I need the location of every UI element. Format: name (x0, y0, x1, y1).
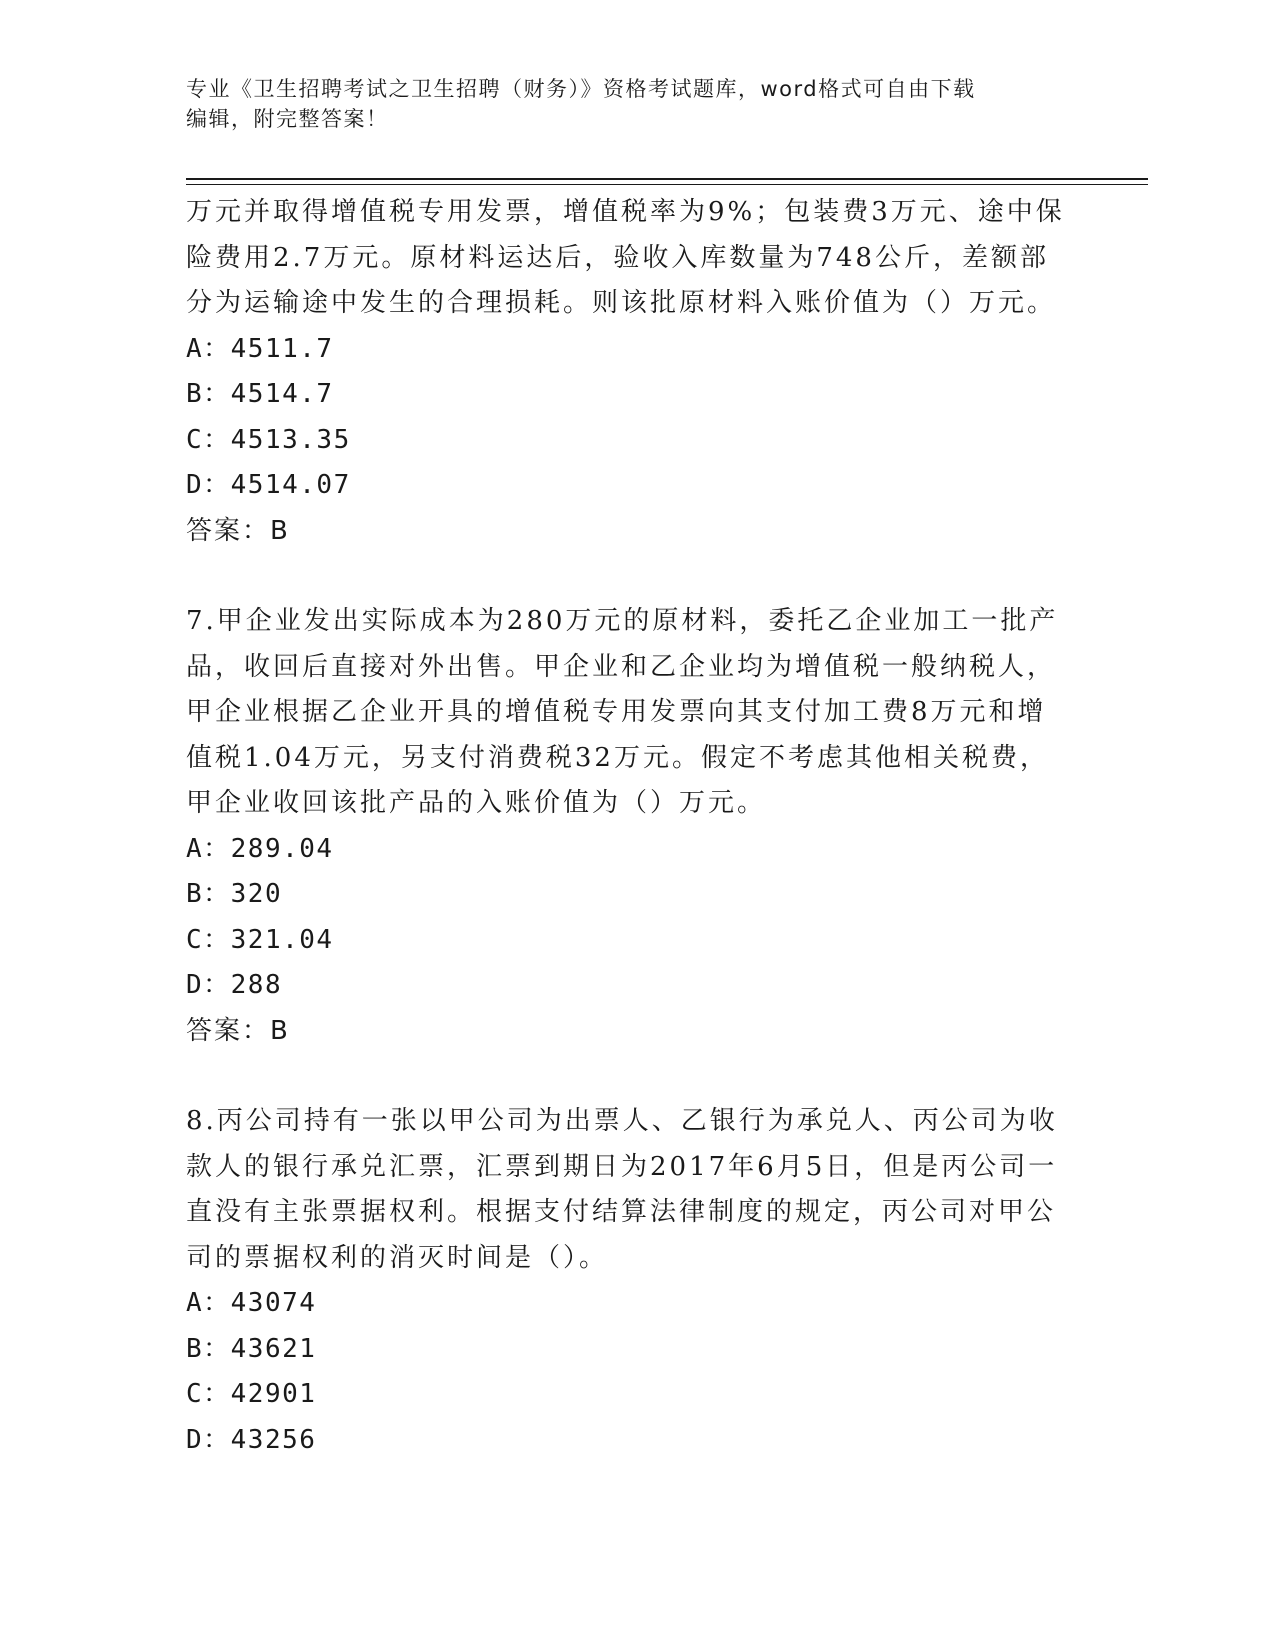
header-divider-thick (186, 178, 1148, 180)
answer-line: 答案：B (186, 1015, 290, 1046)
question-text-line: 险费用2.7万元。原材料运达后，验收入库数量为748公斤，差额部 (186, 242, 1049, 273)
question-text-line: 款人的银行承兑汇票，汇票到期日为2017年6月5日，但是丙公司一 (186, 1151, 1058, 1182)
question-8 (186, 1099, 1086, 1463)
question-text-line: 品，收回后直接对外出售。甲企业和乙企业均为增值税一般纳税人， (186, 651, 1057, 682)
option-a: A：289.04 (186, 833, 334, 864)
option-b: B：43621 (186, 1333, 317, 1364)
option-b: B：4514.7 (186, 379, 334, 409)
header-line-1: 专业《卫生招聘考试之卫生招聘（财务）》资格考试题库，word格式可自由下载 (186, 77, 976, 101)
header-line-2: 编辑，附完整答案！ (186, 107, 389, 131)
option-d: D：43256 (186, 1424, 317, 1455)
question-text-line: 万元并取得增值税专用发票，增值税率为9%；包装费3万元、途中保 (186, 197, 1065, 227)
option-b: B：320 (186, 879, 283, 909)
question-text-line: 7.甲企业发出实际成本为280万元的原材料，委托乙企业加工一批产 (186, 606, 1059, 636)
option-c: C：321.04 (186, 924, 334, 955)
answer-line: 答案：B (186, 515, 290, 546)
question-text-line: 直没有主张票据权利。根据支付结算法律制度的规定，丙公司对甲公 (186, 1197, 1057, 1227)
page-content (186, 190, 1086, 1463)
option-d: D：288 (186, 970, 283, 1000)
question-text-line: 分为运输途中发生的合理损耗。则该批原材料入账价值为（）万元。 (186, 288, 1057, 318)
header-divider-thin (186, 184, 1148, 185)
question-6 (186, 190, 1086, 554)
option-d: D：4514.07 (186, 470, 351, 500)
question-7 (186, 599, 1086, 1054)
question-text-line: 甲企业收回该批产品的入账价值为（）万元。 (186, 788, 767, 818)
option-c: C：4513.35 (186, 424, 351, 455)
spacer (186, 554, 1086, 599)
option-a: A：43074 (186, 1288, 317, 1318)
option-a: A：4511.7 (186, 333, 334, 364)
question-text-line: 甲企业根据乙企业开具的增值税专用发票向其支付加工费8万元和增 (186, 697, 1047, 727)
question-text-line: 值税1.04万元，另支付消费税32万元。假定不考虑其他相关税费， (186, 742, 1049, 773)
question-text-line: 8.丙公司持有一张以甲公司为出票人、乙银行为承兑人、丙公司为收 (186, 1106, 1058, 1136)
option-c: C：42901 (186, 1379, 317, 1409)
question-text-line: 司的票据权利的消灭时间是（）。 (186, 1242, 609, 1273)
document-header (186, 74, 1086, 134)
spacer (186, 1054, 1086, 1099)
